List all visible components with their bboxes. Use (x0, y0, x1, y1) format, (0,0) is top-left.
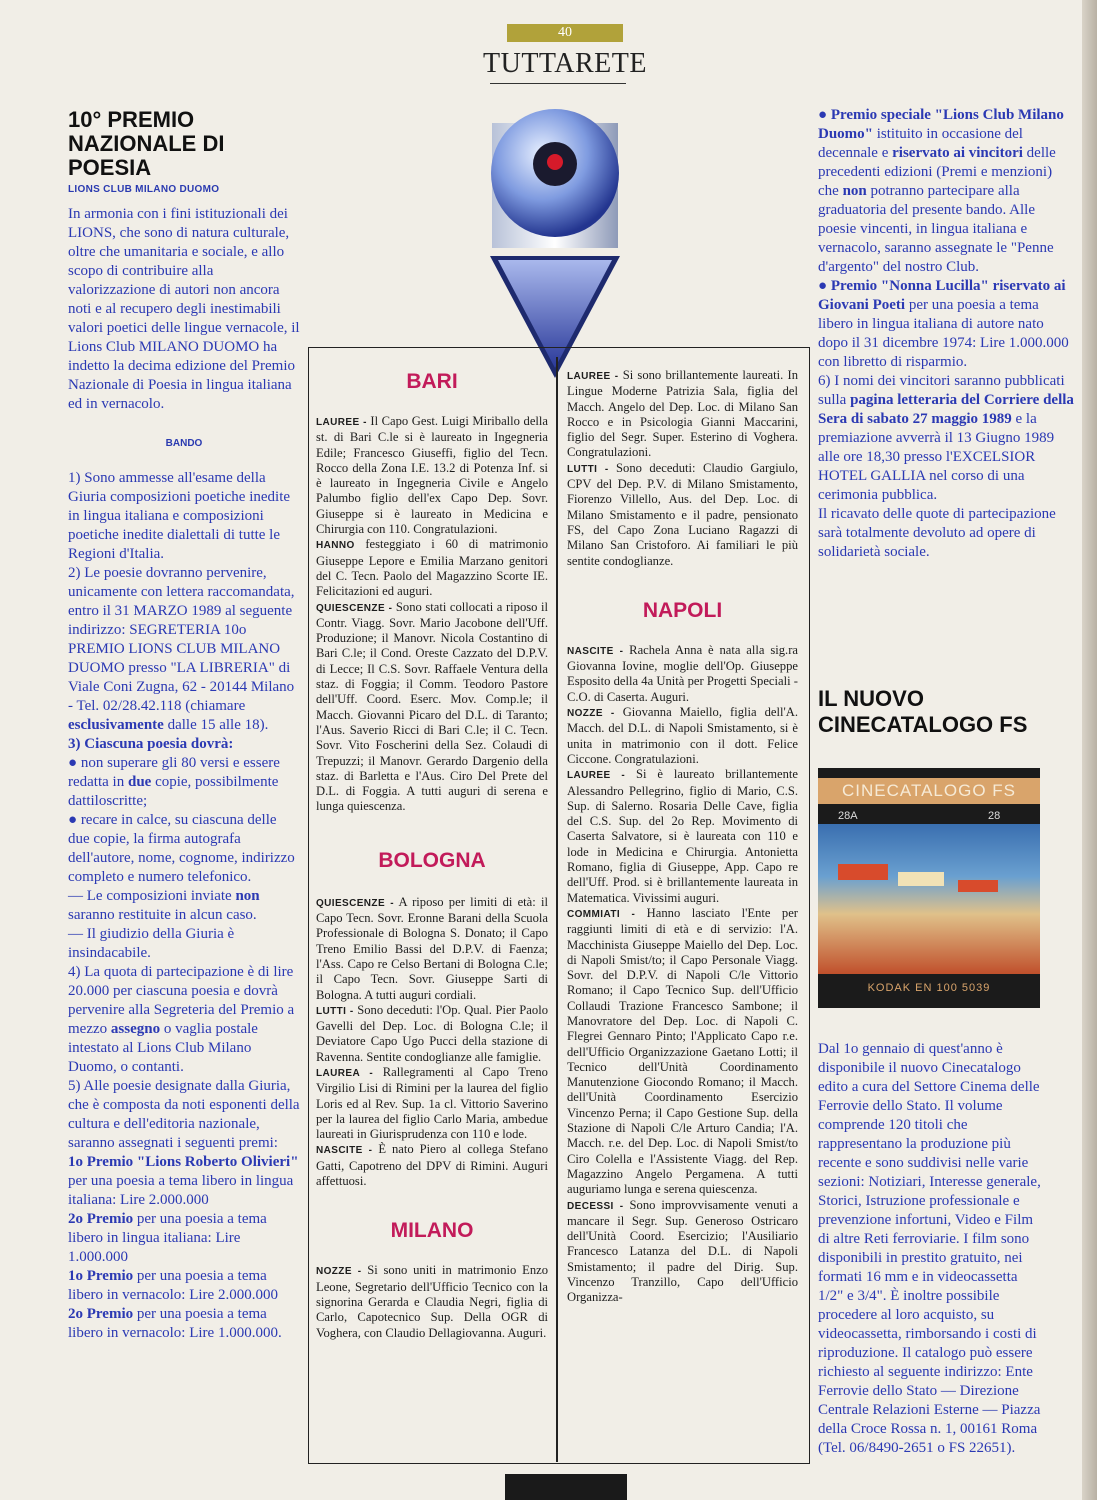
premio-speciale-bold2: riservato ai vincitori (892, 145, 1023, 161)
napoli-nascite-text: Rachela Anna è nata alla sig.ra Giovanna Iovine, moglie dell'Op. Giuseppe Esposito della 4a Unità per Progetti Speciali - C.O. di Caserta. Auguri. (567, 642, 798, 704)
rule-6-c: Il ricavato delle quote di partecipazione sarà totalmente devoluto ad opere di solidarietà sociale. (818, 506, 1056, 560)
premio-speciale (818, 106, 1076, 277)
rule-3-b1-text: non superare gli 80 versi e essere redatta in (68, 755, 280, 790)
bullet-icon: ● (818, 278, 828, 294)
rule-6-a: 6) I nomi dei vincitori saranno pubblicati sulla (818, 373, 1065, 408)
rule-3-b1-end: copie, possibilmente dattiloscritte; (68, 774, 279, 809)
news-column-left (316, 370, 548, 1341)
bari-lauree-text: Il Capo Gest. Luigi Miriballo della st. di Bari C.le si è laureato in Ingegneria Edile; Francesco Giuseffi, figlio del Tecn. Rocco della Zona I.E. 13.2 di Potenza Inf. si è laureato in Ingegneria Civile e Angelo Palumbo figlio dell'ex Capo Dep. Sovr. Giuseppe si è laureato in Medicina e Chirurgia con 110. Congratulazioni. (316, 414, 548, 537)
cover-illustration (818, 824, 1040, 974)
prize-3-text: per una poesia a tema libero in vernacolo: Lire 2.000.000 (68, 1268, 278, 1303)
cinecatalogo-title: IL NUOVO CINECATALOGO FS (818, 686, 1028, 737)
napoli-decessi-text: Sono improvvisamente venuti a mancare il Segr. Sup. Generoso Ostricaro dell'Unità Coord. Esercizio; l'Ausiliario Francesco Latanza del D.L. di Napoli Smistamento; il padre del Dirig. Sup. Vincenzo Tranzillo, Capo dell'Ufficio Organizza- (567, 1197, 798, 1305)
prize-2 (68, 1210, 300, 1267)
prize-3 (68, 1267, 300, 1305)
bullet-icon: ● (68, 812, 78, 828)
rule-3-d1-text: — Le composizioni inviate (68, 888, 232, 904)
intro-paragraph: In armonia con i fini istituzionali dei LIONS, che sono di natura culturale, oltre che umanitaria e sociale, e allo scopo di contribuire alla valorizzazione di autori non ancora noti e al recupero degli inestimabili valori poetici delle lingue vernacole, il Lions Club MILANO DUOMO ha indetto la decima edizione del Premio Nazionale di Poesia in lingua italiana ed in vernacolo. (68, 206, 300, 412)
prize-4-text: per una poesia a tema libero in vernacolo: Lire 1.000.000. (68, 1306, 282, 1341)
milano-lauree (567, 368, 798, 461)
label-nozze: NOZZE - (567, 708, 615, 720)
napoli-lauree (567, 767, 798, 906)
bari-hanno-text: festeggiato i 60 di matrimonio Giuseppe Lepore e Emilia Marzano genitori del C. Tecn. Paolo del Magazzino Scorte IE. Felicitazioni ed auguri. (316, 537, 548, 599)
premio-speciale-name: Premio speciale "Lions Club Milano Duomo" (818, 107, 1064, 142)
rule-6-b: e la premiazione avverrà il 13 Giugno 1989 alle ore 18,30 presso l'EXCELSIOR HOTEL GALLIA nel corso di una cerimonia pubblica. (818, 411, 1055, 503)
label-nozze: NOZZE - (316, 1266, 362, 1278)
section-header: TUTTARETE (483, 48, 647, 79)
bari-hanno (316, 537, 548, 599)
rule-2-end: dalle 15 alle 18). (167, 717, 269, 733)
bologna-lutti-text: Sono deceduti: l'Op. Qual. Pier Paolo Gavelli del Dep. Loc. di Bologna C.le; il Deviatore Capo Ugo Pucci della stazione di Ravenna. Sentite condoglianze alle famiglie. (316, 1002, 548, 1064)
bologna-quiescenze-text: A riposo per limiti di età: il Capo Tecn. Sovr. Eronne Barani della Scuola Professionale di Bologna S. Donato; il Capo Treno Emilio Bassi del D.P.V. di Faenza; l'Ass. Capo re Celso Bertani di Bologna C.le; il Capo Tecn. Sovr. Giuseppe Sarti di Bologna. A tutti auguri cordiali. (316, 894, 548, 1002)
rule-6-bold: pagina letteraria del Corriere della Sera di sabato 27 maggio 1989 (818, 392, 1074, 427)
milano-lutti (567, 461, 798, 569)
napoli-commiati (567, 906, 798, 1198)
bari-quiescenze (316, 600, 548, 815)
prize-2-name: 2o Premio (68, 1211, 134, 1227)
premio-nonna-lucilla (818, 277, 1076, 372)
rule-4-end: o vaglia postale intestato al Lions Club Milano Duomo, o contanti. (68, 1021, 258, 1075)
poetry-prize-article (68, 108, 300, 1343)
fs-logo-illustration (470, 88, 640, 380)
prize-1-name: 1o Premio "Lions Roberto Olivieri" (68, 1154, 299, 1170)
cinecatalogo-text-block (818, 1040, 1044, 1458)
label-laurea: LAUREA - (316, 1067, 374, 1079)
prize-1 (68, 1153, 300, 1210)
nonna-name: Premio "Nonna Lucilla" riservato ai Giovani Poeti (818, 278, 1066, 313)
rule-4-text: 4) La quota di partecipazione è di lire 20.000 per ciascuna poesia e dovrà pervenire alla Segreteria del Premio a mezzo (68, 964, 295, 1037)
label-quiescenze: QUIESCENZE - (316, 602, 393, 614)
rule-3-d1-end: saranno restituite in alcun caso. (68, 907, 257, 923)
right-column (818, 106, 1076, 562)
bologna-laurea-text: Rallegramenti al Capo Treno Virgilio Lisi di Rimini per la laurea del figlio Loris ed al Rev. Sup. 1a cl. Vittorio Saverino per la laurea del figlio Carlo Maria, ambedue laureati in Giurisprudenza con 110 e lode. (316, 1064, 548, 1142)
rule-2-text: 2) Le poesie dovranno pervenire, unicamente con lettera raccomandata, entro il 31 MARZO 1989 al seguente indirizzo: SEGRETERIA 10o PREMIO LIONS CLUB MILANO DUOMO presso "LA LIBRERIA" di Viale Coni Zugna, 62 - 20144 Milano - Tel. 02/28.42.118 (chiamare (68, 565, 295, 714)
bullet-icon: ● (818, 107, 828, 123)
napoli-nascite (567, 643, 798, 705)
rule-3-b1-bold: due (127, 774, 152, 790)
label-nascite: NASCITE - (567, 645, 624, 657)
napoli-decessi (567, 1198, 798, 1306)
label-nascite: NASCITE - (316, 1145, 373, 1157)
news-column-right (567, 368, 798, 1306)
rule-3-dash-2: — Il giudizio della Giuria è insindacabile. (68, 926, 235, 961)
bologna-nascite (316, 1142, 548, 1189)
milano-nozze (316, 1263, 548, 1340)
prize-2-text: per una poesia a tema libero in lingua italiana: Lire 1.000.000 (68, 1211, 267, 1265)
label-decessi: DECESSI - (567, 1200, 624, 1212)
bologna-lutti (316, 1003, 548, 1065)
article-title: 10° PREMIO NAZIONALE DI POESIA (68, 107, 225, 180)
train-car (838, 864, 888, 880)
label-lauree: LAUREE - (567, 770, 626, 782)
label-hanno: HANNO (316, 540, 355, 552)
rule-3-b2-text: recare in calce, su ciascuna delle due copie, la firma autografa dell'autore, nome, cognome, indirizzo completo e numero telefonico. (68, 812, 295, 885)
milano-lauree-text: Si sono brillantemente laureati. In Lingue Moderne Patrizia Sala, figlia del Macch. Angelo del Dep. Loc. di Milano San Rocco e in Psicologia Gianni Maccarini, figlio del Segr. Super. Esterino di Voghera. Congratulazioni. (567, 368, 798, 460)
cinecatalogo-text: Dal 1o gennaio di quest'anno è disponibile il nuovo Cinecatalogo edito a cura del Settore Cinema delle Ferrovie dello Stato. Il volume comprende 120 titoli che rappresentano la produzione più recente e sono suddivisi nelle varie sezioni: Notiziari, Interesse generale, Storici, Istruzione professionale e prevenzione infortuni, Video e Film di altre Reti ferroviarie. I film sono disponibili in prestito gratuito, nei formati 16 mm e in videocassetta 1/2" e 3/4". È inoltre possibile procedere al loro acquisto, su videocassetta, rimborsando i costi di riproduzione. Il catalogo può essere richiesto al seguente indirizzo: Ente Ferrovie dello Stato — Direzione Centrale Relazioni Esterne — Piazza della Croce Rossa n. 1, 00161 Roma (Tel. 06/8490-2651 o FS 22651). (818, 1041, 1041, 1456)
train-car (898, 872, 944, 886)
premio-speciale-b: delle precedenti edizioni (Premi e menzioni) che (818, 145, 1056, 199)
napoli-lauree-text: Si è laureato brillantemente Alessandro Pellegrino, figlio di Mario, C.S. Sup. di Salerno. Rosaria Delle Cave, figlia del C.S. Sup. del 2o Rep. Movimento di Caserta Salvatore, si è laureata con 110 e lode in Medicina e Chirurgia. Antonietta Romano, figlia di Giuseppe, App. Capo re dell'Uff. Prod. si è brillantemente laureata in Matematica. Vivissimi auguri. (567, 767, 798, 905)
rule-6 (818, 372, 1076, 505)
header-underline (490, 83, 626, 84)
bologna-laurea (316, 1065, 548, 1142)
bullet-icon: ● (68, 755, 78, 771)
label-lutti: LUTTI - (567, 463, 609, 475)
prize-4 (68, 1305, 300, 1343)
bari-quiescenze-text: Sono stati collocati a riposo il Contr. Viagg. Sovr. Mario Jacobone dell'Uff. Produzione; il Manovr. Nicola Costantino di Bari C.le; il Cond. Oreste Cazzato del D.P.V. di Lecce; Il C.S. Sovr. Raffaele Ventura della staz. di Foggia; il Comm. Teodoro Pastore dell'Uff. Coord. Eserc. Mov. Comp.le; il Macch. Giovanni Picaro del D.L. di Taranto; l'Aus. Saverio Ricci di Bari C.le; il C. Tecn. Sovr. Vito Foscherini della Sez. Colaudi di Trepuzzi; il Manovr. Gerardo Dargenio della staz. di Barletta e l'Aus. Ciro Del Prete del D.L. di Foggia. A tutti auguri di serena e lunga quiescenza. (316, 599, 548, 814)
cover-bottom-label: KODAK EN 100 5039 (867, 982, 991, 994)
rule-3-bullet-1 (68, 754, 300, 811)
bando-label: BANDO (165, 438, 203, 449)
premio-speciale-bold3: non (842, 183, 867, 199)
rule-2 (68, 564, 300, 735)
rule-4 (68, 963, 300, 1077)
article-subtitle: LIONS CLUB MILANO DUOMO (68, 184, 220, 195)
premio-speciale-a: istituito in occasione del decennale e (818, 126, 1023, 161)
cinecatalogo-heading-block (818, 686, 1058, 738)
rule-3-d1-bold: non (235, 888, 260, 904)
napoli-nozze (567, 705, 798, 767)
label-quiescenze: QUIESCENZE - (316, 897, 394, 909)
label-lauree: LAUREE - (567, 371, 619, 382)
rule-3-heading: 3) Ciascuna poesia dovrà: (68, 736, 234, 752)
bologna-quiescenze (316, 895, 548, 1003)
page-spine-shadow (1082, 0, 1097, 1500)
rule-3-bullet-2 (68, 811, 300, 887)
city-heading-bologna: BOLOGNA (378, 848, 486, 872)
cinecatalogo-cover-image (818, 768, 1040, 1008)
premio-speciale-c: potranno partecipare alla graduatoria del presente bando. Alle poesie vincenti, in lingua italiana e vernacolo, saranno assegnate le "Penne d'argento" del nostro Club. (818, 183, 1054, 275)
frame-number-a: 28A (838, 810, 858, 822)
logo-red-dot (547, 154, 563, 170)
rule-4-bold: assegno (110, 1021, 161, 1037)
label-lauree: LAUREE - (316, 417, 367, 428)
bottom-black-bar (505, 1474, 627, 1500)
bologna-nascite-text: È nato Piero al collega Stefano Gatti, Capotreno del DPV di Rimini. Auguri affettuosi. (316, 1142, 548, 1189)
label-commiati: COMMIATI - (567, 908, 636, 920)
train-car (958, 880, 998, 892)
milano-lutti-text: Sono deceduti: Claudio Gargiulo, CPV del Dep. P.V. di Milano Smistamento, Fiorenzo Villello, Aus. del Dep. Loc. di Milano Smistamento e il padre, pensionato FS, del Capo Zona Luciano Ragazzi di Milano San Cristoforo. Ai familiari le più sentite condoglianze. (567, 460, 799, 568)
bari-lauree (316, 414, 548, 537)
rule-2-bold: esclusivamente (68, 717, 164, 733)
cover-top-label: CINECATALOGO FS (818, 778, 1040, 804)
frame-number-b: 28 (988, 810, 1001, 822)
milano-nozze-text: Si sono uniti in matrimonio Enzo Leone, Segretario dell'Ufficio Tecnico con la signorina Gerarda e Claudia Negri, figlia di Carlo, Capotecnico Sup. Della OGR di Voghera, con Claudio Dellagiovanna. Auguri. (316, 1263, 548, 1340)
rule-5: 5) Alle poesie designate dalla Giuria, che è composta da noti esponenti della cultura e dell'editoria nazionale, saranno assegnati i seguenti premi: (68, 1078, 300, 1151)
column-divider (556, 357, 558, 1462)
prize-1-text: per una poesia a tema libero in lingua italiana: Lire 2.000.000 (68, 1173, 294, 1208)
city-heading-milano: MILANO (390, 1219, 474, 1243)
rule-1: 1) Sono ammesse all'esame della Giuria composizioni poetiche inedite in lingua italiana e composizioni poetiche inedite dialettali di tutte le Regioni d'Italia. (68, 470, 291, 562)
prize-3-name: 1o Premio (68, 1268, 134, 1284)
page-number: 40 (507, 24, 623, 42)
label-lutti: LUTTI - (316, 1005, 354, 1017)
rule-3-dash-1 (68, 887, 300, 925)
nonna-text: per una poesia a tema libero in lingua italiana di autore nato dopo il 31 dicembre 1974: Lire 1.000.000 con libretto di risparmio. (818, 297, 1069, 370)
city-heading-napoli: NAPOLI (642, 598, 723, 622)
napoli-commiati-text: Hanno lasciato l'Ente per raggiunti limiti di età e di servizio: l'A. Macchinista Giuseppe Maiello del Dep. Loc. di Napoli Smist/to; il Capo Personale Viagg. Sovr. del D.P.V. di Napoli C/le Vittorio Romano; il Capo Tecnico Sup. dell'Ufficio Collaudi Trazione Francesco Sambone; il Manovratore del Dep. Loc. di Napoli C. Flegrei Gennaro Pinto; l'Applicato Capo r.e. dell'Ufficio Organizzazione Gaetano Lotti; il Tecnico dell'Unità Coordinamento Manutenzione Giocondo Romano; il Macch. dell'Unità Coordinamento Esercizio Vincenzo Perna; il Capo Gestione Sup. della Stazione di Napoli C/le Arturo Candia; l'A. Macch. r.e. del Dep. Loc. di Napoli Smist/to Ciro Colella e l'Assistente Viagg. del Rep. Magazzino Angelo Pergamena. A tutti auguriamo lunga e serena quiescenza. (567, 905, 798, 1197)
napoli-nozze-text: Giovanna Maiello, figlia dell'A. Macch. del D.L. di Napoli Smistamento, si è unita in matrimonio con il dott. Felice Ciccone. Congratulazioni. (567, 705, 799, 766)
prize-4-name: 2o Premio (68, 1306, 134, 1322)
city-heading-bari: BARI (406, 370, 458, 393)
